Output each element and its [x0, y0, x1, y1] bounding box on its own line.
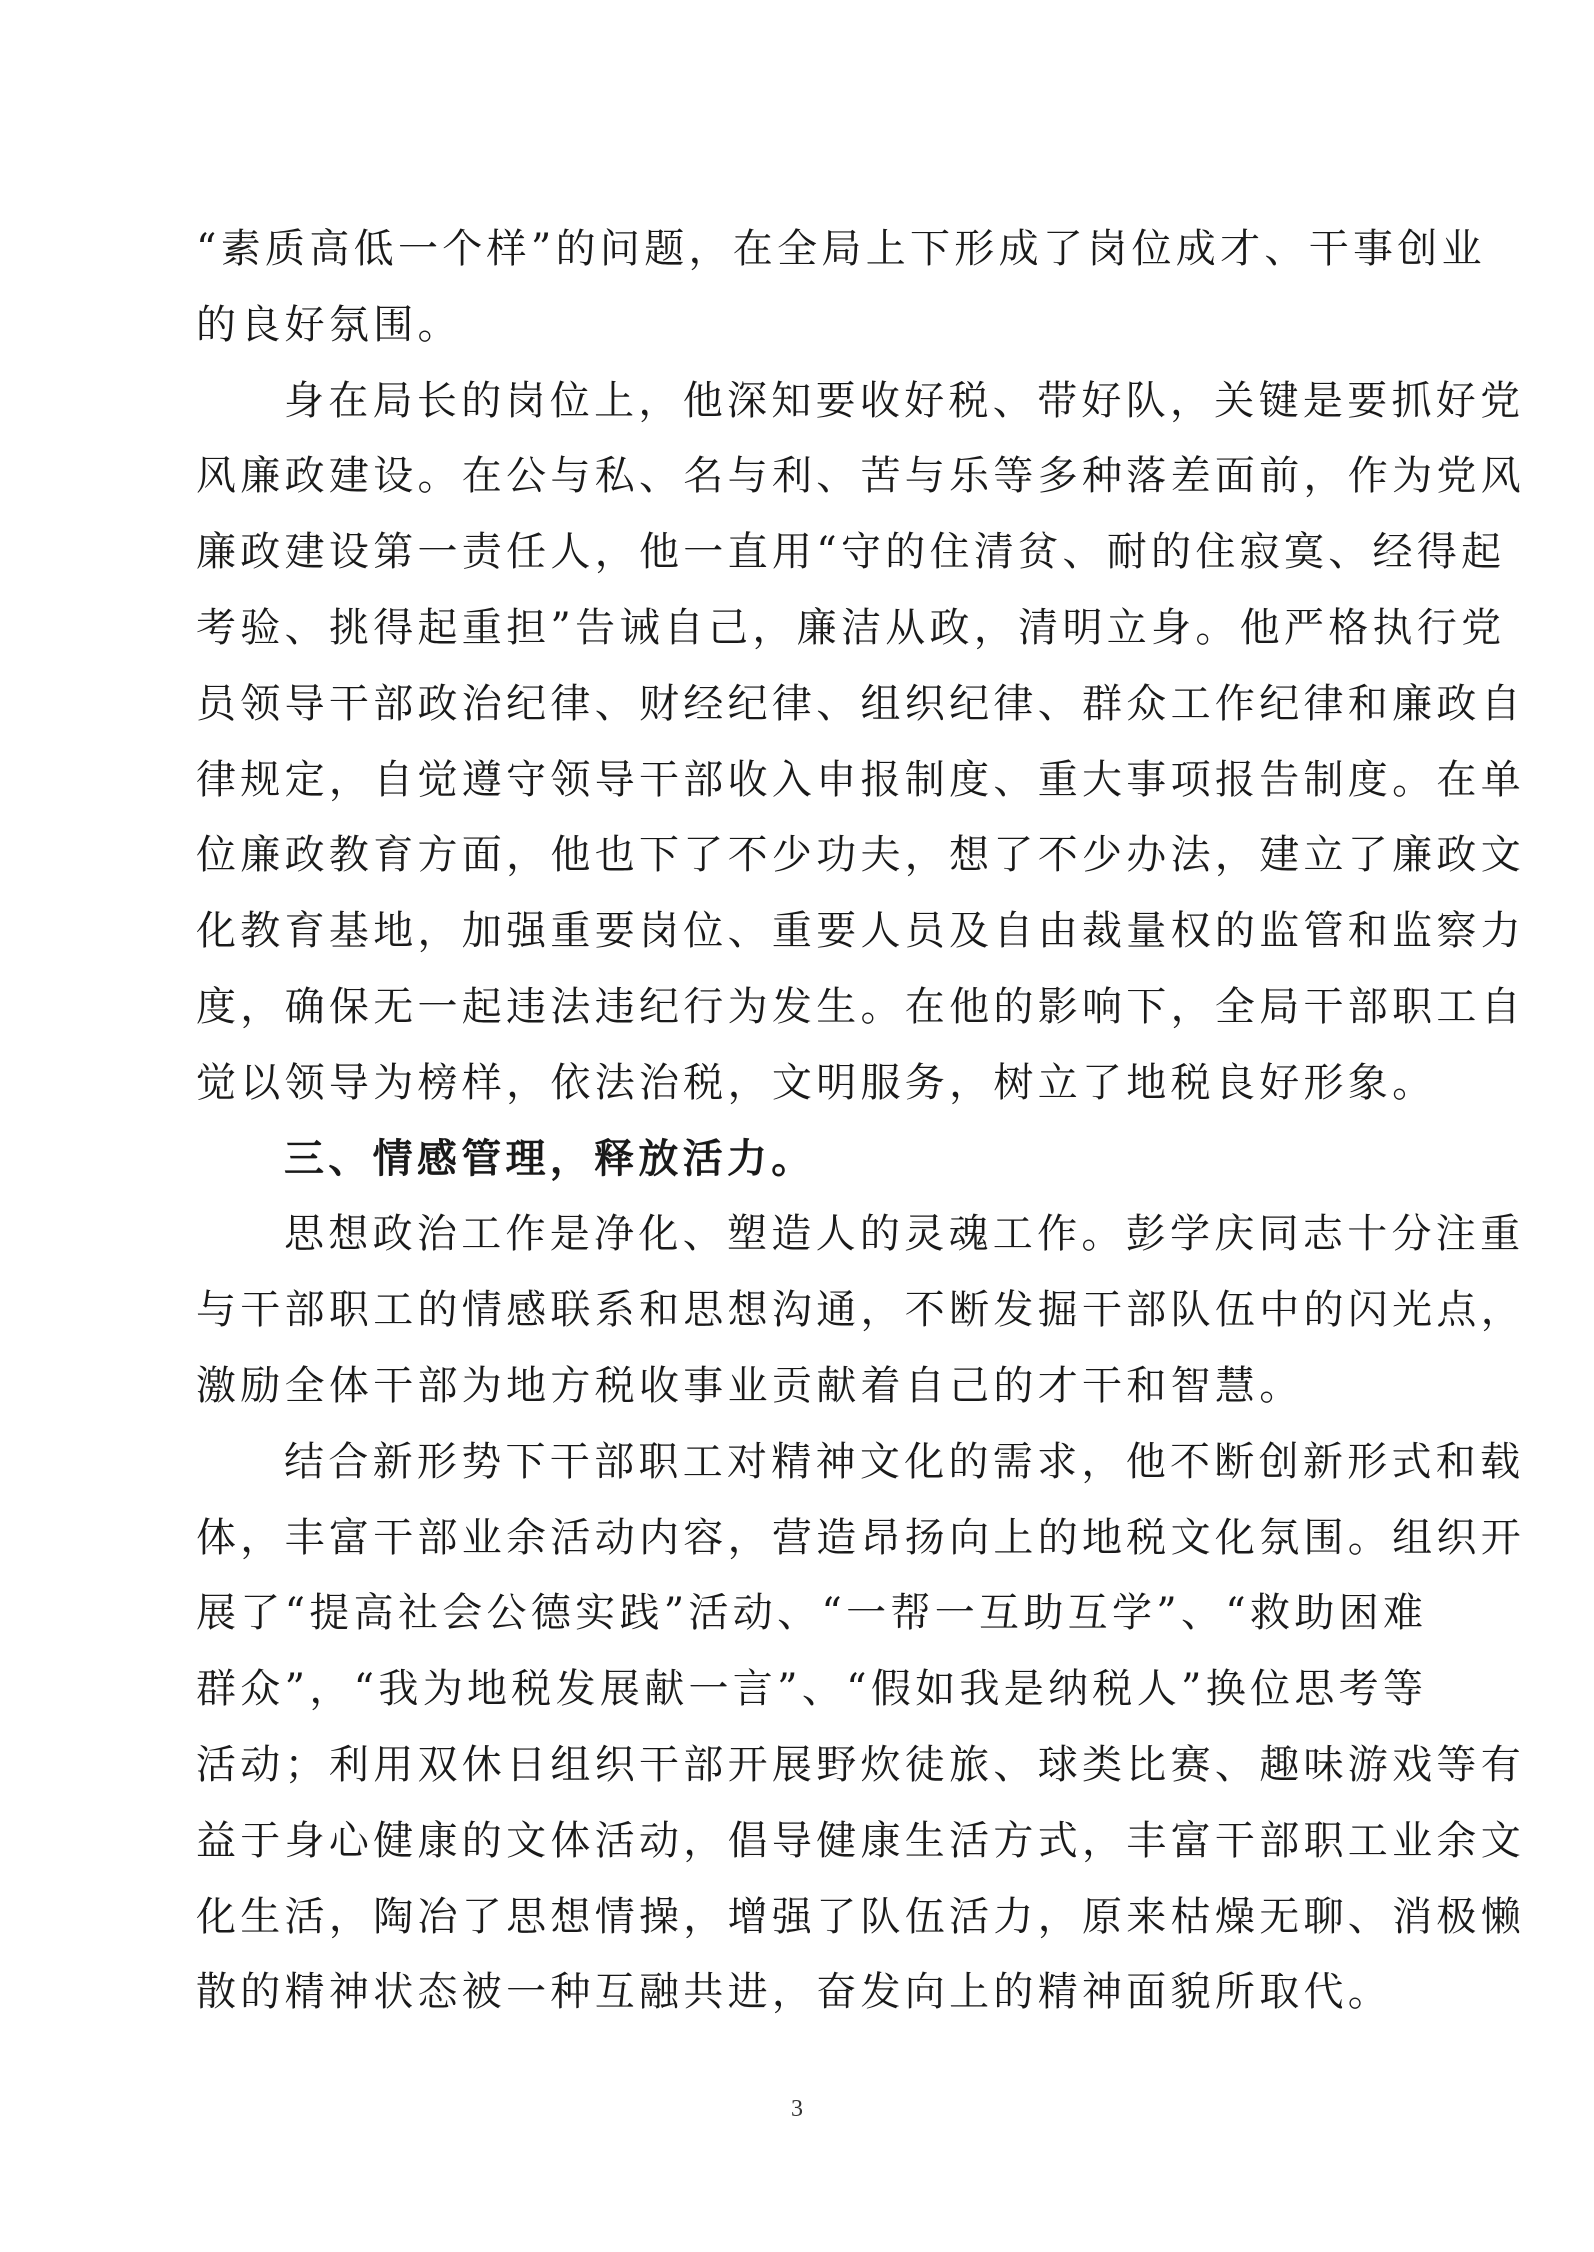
paragraph-start-line: 身在局长的岗位上，他深知要收好税、带好队，关键是要抓好党: [284, 377, 1525, 424]
text-line: 益于身心健康的文体活动，倡导健康生活方式，丰富干部职工业余文: [196, 1817, 1525, 1864]
text-line: 员领导干部政治纪律、财经纪律、组织纪律、群众工作纪律和廉政自: [196, 680, 1525, 727]
text-line: 化生活，陶冶了思想情操，增强了队伍活力，原来枯燥无聊、消极懒: [196, 1893, 1525, 1940]
text-line: 展了“提高社会公德实践”活动、“一帮一互助互学”、“救助困难: [196, 1590, 1428, 1637]
text-line: 考验、挑得起重担”告诫自己，廉洁从政，清明立身。他严格执行党: [196, 604, 1506, 651]
text-line: 活动；利用双休日组织干部开展野炊徒旅、球类比赛、趣味游戏等有: [196, 1741, 1525, 1788]
text-line: 廉政建设第一责任人，他一直用“守的住清贫、耐的住寂寞、经得起: [196, 529, 1506, 576]
paragraph-start-line: 思想政治工作是净化、塑造人的灵魂工作。彭学庆同志十分注重: [284, 1211, 1525, 1258]
text-line: 群众”，“我为地税发展献一言”、“假如我是纳税人”换位思考等: [196, 1666, 1428, 1713]
text-line: 激励全体干部为地方税收事业贡献着自己的才干和智慧。: [196, 1362, 1304, 1409]
text-line: 律规定，自觉遵守领导干部收入申报制度、重大事项报告制度。在单: [196, 756, 1525, 803]
paragraph-start-line: 结合新形势下干部职工对精神文化的需求，他不断创新形式和载: [284, 1438, 1525, 1485]
text-line: 位廉政教育方面，他也下了不少功夫，想了不少办法，建立了廉政文: [196, 832, 1525, 879]
text-line: 的良好氛围。: [196, 301, 462, 348]
body-text: [196, 212, 1525, 2031]
text-line: 体，丰富干部业余活动内容，营造昂扬向上的地税文化氛围。组织开: [196, 1514, 1525, 1561]
text-line: “素质高低一个样”的问题，在全局上下形成了岗位成才、干事创业: [196, 226, 1486, 272]
text-line: 风廉政建设。在公与私、名与利、苦与乐等多种落差面前，作为党风: [196, 453, 1525, 500]
text-line: 度，确保无一起违法违纪行为发生。在他的影响下，全局干部职工自: [196, 983, 1525, 1030]
text-line: 觉以领导为榜样，依法治税，文明服务，树立了地税良好形象。: [196, 1059, 1437, 1106]
page-number: 3: [791, 2096, 803, 2122]
text-line: 化教育基地，加强重要岗位、重要人员及自由裁量权的监管和监察力: [196, 908, 1525, 955]
text-line: 散的精神状态被一种互融共进，奋发向上的精神面貌所取代。: [196, 1969, 1393, 2016]
section-heading: 三、情感管理，释放活力。: [284, 1135, 816, 1182]
text-line: 与干部职工的情感联系和思想沟通，不断发掘干部队伍中的闪光点，: [196, 1287, 1525, 1334]
